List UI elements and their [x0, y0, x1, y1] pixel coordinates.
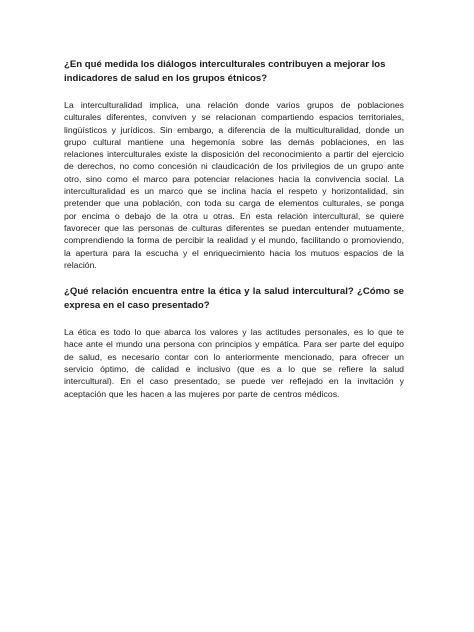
document-content: [64, 58, 404, 414]
question-2-heading: ¿Qué relación encuentra entre la ética y la salud intercultural? ¿Cómo se expresa en el caso presentado?: [64, 286, 404, 312]
answer-1-paragraph: La interculturalidad implica, una relación donde varios grupos de poblaciones culturales diferentes, conviven y se relacionan compartiendo espacios territoriales, lingüísticos y jurídicos. Sin embargo, a diferencia de la multiculturalidad, donde un grupo cultural mantiene una hegemonía sobre las demás poblaciones, en las relaciones interculturales existe la disposición del reconocimiento a partir del ejercicio de derechos, no como concesión ni claudicación de los privilegios de un grupo ante otro, sino como el marco para potenciar relaciones hacia la convivencia social. La interculturalidad es un marco que se inclina hacia el respeto y horizontalidad, sin pretender que una población, con toda su carga de elementos culturales, se ponga por encima o debajo de la otra u otras. En esta relación intercultural, se quiere favorecer que las personas de culturas diferentes se puedan entender mutuamente, comprendiendo la forma de percibir la realidad y el mundo, facilitando o promoviendo, la apertura para la escucha y el enriquecimiento hacia los mutuos espacios de la relación.: [64, 100, 404, 270]
answer-2-paragraph: La ética es todo lo que abarca los valores y las actitudes personales, es lo que te hace ante el mundo una persona con principios y empática. Para ser parte del equipo de salud, es necesario contar con lo anteriormente mencionado, para ofrecer un servicio óptimo, de calidad e inclusivo (que es a lo que se refiere la salud intercultural). En el caso presentado, se puede ver reflejado en la invitación y aceptación que les hacen a las mujeres por parte de centros médicos.: [64, 327, 404, 399]
question-1-heading: ¿En qué medida los diálogos interculturales contribuyen a mejorar los indicadores de salud en los grupos étnicos?: [64, 59, 386, 84]
